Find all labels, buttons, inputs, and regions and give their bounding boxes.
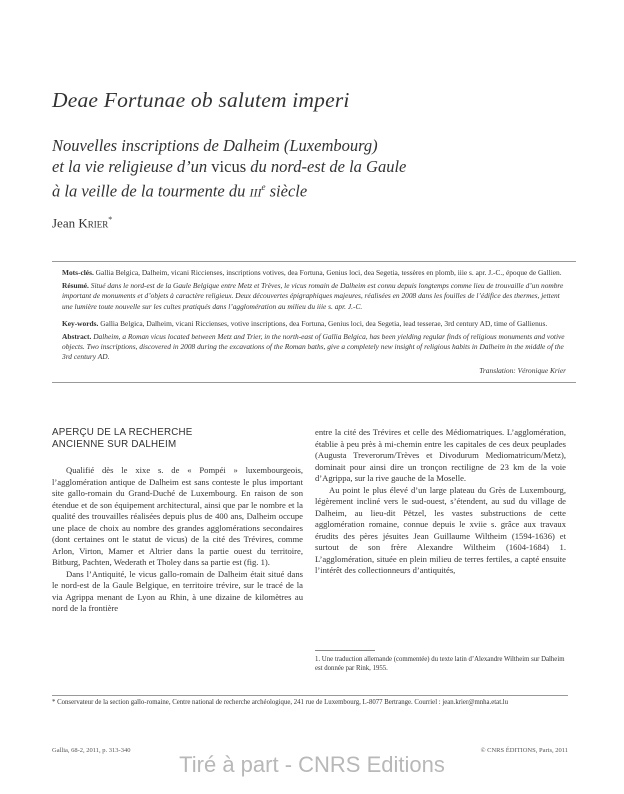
article-title: Deae Fortunae ob salutem imperi — [52, 88, 350, 112]
translation-credit: Translation: Véronique Krier — [479, 365, 566, 375]
affiliation-divider — [52, 695, 568, 696]
footnote-divider — [315, 650, 375, 651]
keywords: Key-words. Gallia Belgica, Dalheim, vicani Riccienses, votive inscriptions, dea Fortuna, Genius loci, dea Segetia, lead tesserae, 3rd century AD, time of Gallienus. — [62, 318, 548, 328]
paragraph: Qualifié dès le xixe s. de « Pompéi » luxembourgeois, l’agglomération antique de Dalheim est sans conteste le plus important site gallo-romain du Grand-Duché de Luxembourg. En raison de son étendue et de son équipement architectural, ainsi que par le nombre et la qualité des trouvailles réalisées depuis plus de 400 ans, Dalheim occupe une place de choix au nombre des grandes agglomérations secondaires (dont certaines ont le statut de vicus) de la cité des Trévires, comme Arlon, Virton, Mamer et Altrier dans la partie ouest du territoire, Bitburg, Pachten, Wederath et Tholey dans sa partie est (fig. 1). — [52, 465, 303, 567]
motscles: Mots-clés. Gallia Belgica, Dalheim, vicani Riccienses, inscriptions votives, dea Fortuna, Genius loci, dea Segetia, tessères en plomb, iiie s. apr. J.-C., époque de Gallien. — [62, 268, 562, 277]
paragraph: Dans l’Antiquité, le vicus gallo-romain de Dalheim était situé dans le nord-est de la Gaule Belgique, en territoire trévire, sur le tracé de la via Agrippa menant de Lyon au Rhin, à une dizaine de kilomètres au nord de la frontière — [52, 568, 303, 613]
subtitle-line-1: Nouvelles inscriptions de Dalheim (Luxembourg) — [52, 136, 378, 155]
footnote: 1. Une traduction allemande (commentée) du texte latin d’Alexandre Wiltheim sur Dalheim est donnée par Rink, 1955. — [315, 656, 565, 672]
copyright: © CNRS ÉDITIONS, Paris, 2011 — [480, 747, 568, 754]
article-subtitle — [52, 136, 592, 202]
section-heading: APERÇU DE LA RECHERCHE ANCIENNE SUR DALHEIM — [52, 427, 193, 450]
abstract-box — [52, 261, 576, 383]
subtitle-line-2: et la vie religieuse d’un vicus du nord-est de la Gaule — [52, 156, 407, 176]
paragraph: Au point le plus élevé d’un large plateau du Grès de Luxembourg, légèrement incliné vers le sud-ouest, s’étendent, au sud du village de Dalheim, au lieu-dit Pëtzel, les vastes substructions de cette agglomération romaine, connue depuis le xviie s. grâce aux travaux érudits des pères jésuites Jean Guillaume Wiltheim (1594-1636) et surtout de son frère Alexandre Wiltheim (1604-1684) 1. L’agglomération, située en plein milieu de terres fertiles, a capté ensuite l’intérêt des collectionneurs d’antiquités, — [315, 484, 566, 575]
journal-citation: Gallia, 68-2, 2011, p. 313-340 — [52, 747, 131, 754]
author-affiliation: * Conservateur de la section gallo-romaine, Centre national de recherche archéologique, 241 rue de Luxembourg, L-8077 Bertrange. Courriel : jean.krier@mnha.etat.lu — [52, 699, 509, 706]
watermark: Tiré à part - CNRS Editions — [179, 752, 445, 777]
abstract-en: Abstract. Dalheim, a Roman vicus located between Metz and Trier, in the north-east of Gallia Belgica, has been yielding regular finds of religious monuments and votive objects. Two inscriptions, discovered in 2008 during the excavations of the Roman baths, give a completely new insight of religious habits in Dalheim in the middle of the 3rd century AD. — [62, 332, 565, 362]
paragraph: entre la cité des Trévires et celle des Médiomatriques. L’agglomération, établie à peu près à mi-chemin entre les capitales de ces deux peuplades (Augusta Treverorum/Trèves et Divodurum Mediomatricum/Metz), dominait pour ainsi dire un tronçon rectiligne de 23 km de la voie d’Agrippa, sur la rive gauche de la Moselle. — [315, 427, 566, 483]
subtitle-line-3: à la veille de la tourmente du iii$^e$ siècle — [52, 181, 308, 201]
body-column-left — [52, 427, 303, 615]
body-column-right — [315, 427, 566, 577]
resume: Résumé. Situé dans le nord-est de la Gaule Belgique entre Metz et Trèves, le vicus romain de Dalheim est connu depuis longtemps comme lieu de trouvaille d’un nombre important de monuments et d’objets à caractère religieux. Deux découvertes épigraphiques majeures, réalisées en 2008 dans les fouilles de l’édifice des thermes, jettent une lumière toute nouvelle sur les cultes pratiqués dans l’agglomération au milieu du iiie s. apr. J.-C. — [62, 281, 564, 311]
author-name: Jean Krier* — [52, 215, 113, 231]
